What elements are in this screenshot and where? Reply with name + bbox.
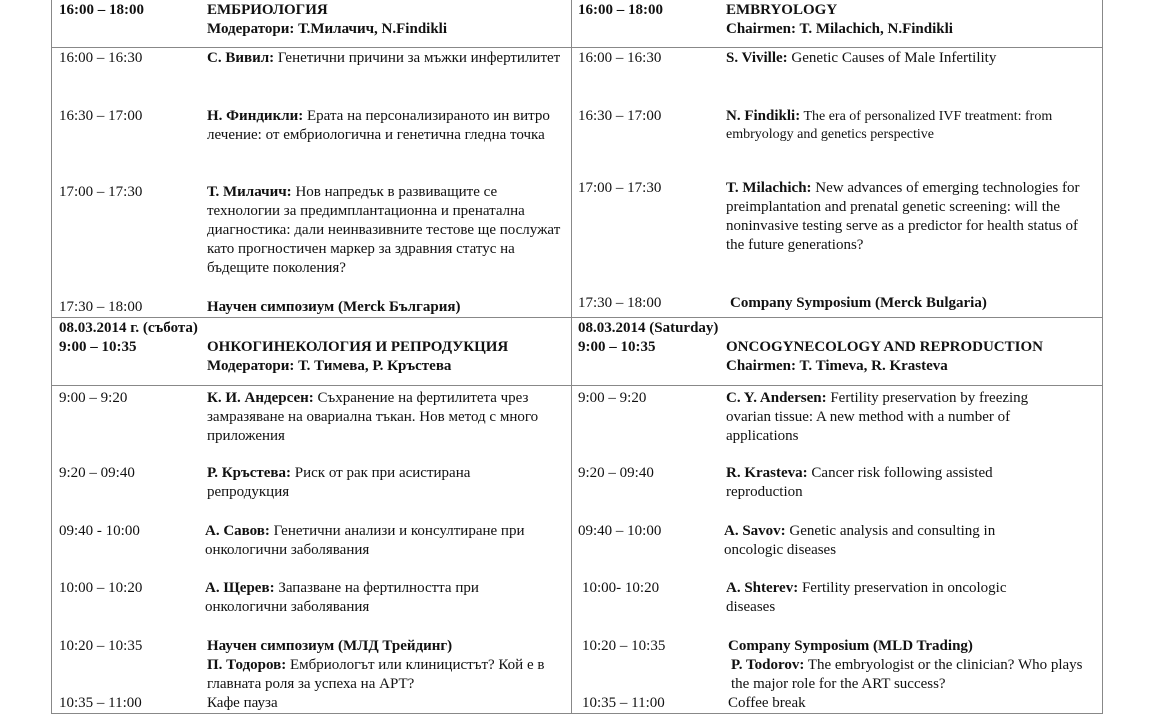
talk-title: Генетични анализи и консултиране при онкологични заболявания xyxy=(205,523,525,558)
talk-entry xyxy=(207,389,562,446)
session-time: 16:00 – 18:00 xyxy=(578,2,663,18)
talk-time: 10:00- 10:20 xyxy=(582,580,660,596)
talk-title: Fertility preservation in oncologic diseases xyxy=(726,580,1007,615)
talk-title: Запазване на фертилността при онкологични заболявания xyxy=(205,580,479,615)
talk-speaker: К. И. Андерсен: xyxy=(207,390,314,406)
talk-entry xyxy=(726,49,1096,68)
session-chairs: Модератори: Т. Тимева, Р. Кръстева xyxy=(207,358,452,374)
talk-title: Нов напредък в развиващите се технологии за предимплантационна и пренатална диагностика: дали неинвазивните тестове ще послужат като прогностичен маркер за здравния статус на бъдещите поколения? xyxy=(207,184,561,276)
talk-speaker: Н. Финдикли: xyxy=(207,108,304,124)
talk-speaker: C. Y. Andersen: xyxy=(726,390,827,406)
symposium-title: Company Symposium (Merck Bulgaria) xyxy=(730,295,987,311)
talk-time: 10:20 – 10:35 xyxy=(582,638,666,654)
talk-title: Genetic analysis and consulting in oncologic diseases xyxy=(724,523,996,558)
talk-time: 16:00 – 16:30 xyxy=(59,50,143,66)
talk-speaker: С. Вивил: xyxy=(207,50,275,66)
talk-time: 17:00 – 17:30 xyxy=(59,184,143,200)
talk-title: Fertility preservation by freezing ovarian tissue: A new method with a number of applications xyxy=(726,390,1029,444)
session-time: 9:00 – 10:35 xyxy=(578,339,656,355)
session-time: 16:00 – 18:00 xyxy=(59,2,144,18)
session-title: ONCOGYNECOLOGY AND REPRODUCTION xyxy=(726,339,1043,355)
talk-time: 16:00 – 16:30 xyxy=(578,50,662,66)
talk-entry xyxy=(726,464,1036,502)
talk-speaker: A. Savov: xyxy=(724,523,786,539)
talk-title: Cancer risk following assisted reproduction xyxy=(726,465,993,500)
talk-speaker: Т. Милачич: xyxy=(207,184,292,200)
session-title: EMBRYOLOGY xyxy=(726,2,838,18)
talk-time: 10:35 – 11:00 xyxy=(582,695,665,711)
talk-entry xyxy=(207,183,567,278)
talk-entry xyxy=(205,522,567,560)
talk-entry xyxy=(731,656,1096,694)
talk-time: 10:20 – 10:35 xyxy=(59,638,143,654)
row-divider xyxy=(51,317,1103,318)
talk-speaker: N. Findikli: xyxy=(726,108,801,124)
talk-entry xyxy=(207,49,562,68)
talk-time: 10:00 – 10:20 xyxy=(59,580,143,596)
talk-speaker: S. Viville: xyxy=(726,50,788,66)
talk-title: Ембриологът или клиницистът? Кой е в главната роля за успеха на АРТ? xyxy=(207,657,545,692)
talk-entry xyxy=(207,464,527,502)
talk-speaker: A. Shterev: xyxy=(726,580,799,596)
symposium-title: Научен симпозиум (Merck България) xyxy=(207,299,461,315)
talk-time: 9:00 – 9:20 xyxy=(578,390,647,406)
session-chairs: Модератори: Т.Милачич, N.Findikli xyxy=(207,21,447,37)
talk-entry xyxy=(726,579,1056,617)
talk-speaker: T. Milachich: xyxy=(726,180,812,196)
talk-time: 09:40 – 10:00 xyxy=(578,523,662,539)
break-label: Coffee break xyxy=(728,695,806,711)
talk-title: Генетични причини за мъжки инфертилитет xyxy=(277,50,561,66)
talk-entry xyxy=(726,107,1098,144)
talk-entry xyxy=(207,656,567,694)
row-divider xyxy=(51,47,1103,48)
talk-time: 9:20 – 09:40 xyxy=(578,465,654,481)
talk-speaker: R. Krasteva: xyxy=(726,465,808,481)
row-divider xyxy=(51,385,1103,386)
talk-title: Genetic Causes of Male Infertility xyxy=(791,50,997,66)
talk-entry xyxy=(205,579,525,617)
session-title: ЕМБРИОЛОГИЯ xyxy=(207,2,328,18)
talk-time: 10:35 – 11:00 xyxy=(59,695,142,711)
talk-title: Ерата на персонализираното ин витро лечение: от ембриологична и генетична гледна точка xyxy=(207,108,550,143)
session-date: 08.03.2014 г. (събота) xyxy=(59,320,198,336)
talk-time: 9:00 – 9:20 xyxy=(59,390,128,406)
talk-entry xyxy=(724,522,1044,560)
session-chairs: Chairmen: T. Milachich, N.Findikli xyxy=(726,21,953,37)
talk-speaker: А. Савов: xyxy=(205,523,270,539)
talk-time: 17:30 – 18:00 xyxy=(59,299,143,315)
talk-entry xyxy=(726,389,1076,446)
talk-entry xyxy=(207,107,567,145)
talk-time: 09:40 - 10:00 xyxy=(59,523,140,539)
talk-speaker: Р. Кръстева: xyxy=(207,465,292,481)
session-time: 9:00 – 10:35 xyxy=(59,339,137,355)
column-divider xyxy=(571,0,572,714)
session-title: ОНКОГИНЕКОЛОГИЯ И РЕПРОДУКЦИЯ xyxy=(207,339,509,355)
talk-title: The era of personalized IVF treatment: from embryology and genetics perspective xyxy=(726,109,1053,142)
talk-title: New advances of emerging technologies for preimplantation and prenatal genetic screening: will the noninvasive testing serve as a predictor for health status of the future generations? xyxy=(726,180,1080,253)
symposium-title: Научен симпозиум (МЛД Трейдинг) xyxy=(207,638,453,654)
talk-title: Съхранение на фертилитета чрез замразяване на овариална тъкан. Нов метод с много приложения xyxy=(207,390,539,444)
talk-time: 9:20 – 09:40 xyxy=(59,465,135,481)
symposium-title: Company Symposium (MLD Trading) xyxy=(728,638,973,654)
talk-time: 17:30 – 18:00 xyxy=(578,295,662,311)
break-label: Кафе пауза xyxy=(207,695,278,711)
talk-time: 16:30 – 17:00 xyxy=(59,108,143,124)
talk-speaker: П. Тодоров: xyxy=(207,657,287,673)
session-date: 08.03.2014 (Saturday) xyxy=(578,320,719,336)
talk-speaker: А. Щерев: xyxy=(205,580,275,596)
talk-title: The embryologist or the clinician? Who plays the major role for the ART success? xyxy=(731,657,1083,692)
session-chairs: Chairmen: T. Timeva, R. Krasteva xyxy=(726,358,948,374)
talk-time: 16:30 – 17:00 xyxy=(578,108,662,124)
talk-title: Риск от рак при асистирана репродукция xyxy=(207,465,471,500)
talk-speaker: P. Todorov: xyxy=(731,657,805,673)
talk-time: 17:00 – 17:30 xyxy=(578,180,662,196)
talk-entry xyxy=(726,179,1096,255)
